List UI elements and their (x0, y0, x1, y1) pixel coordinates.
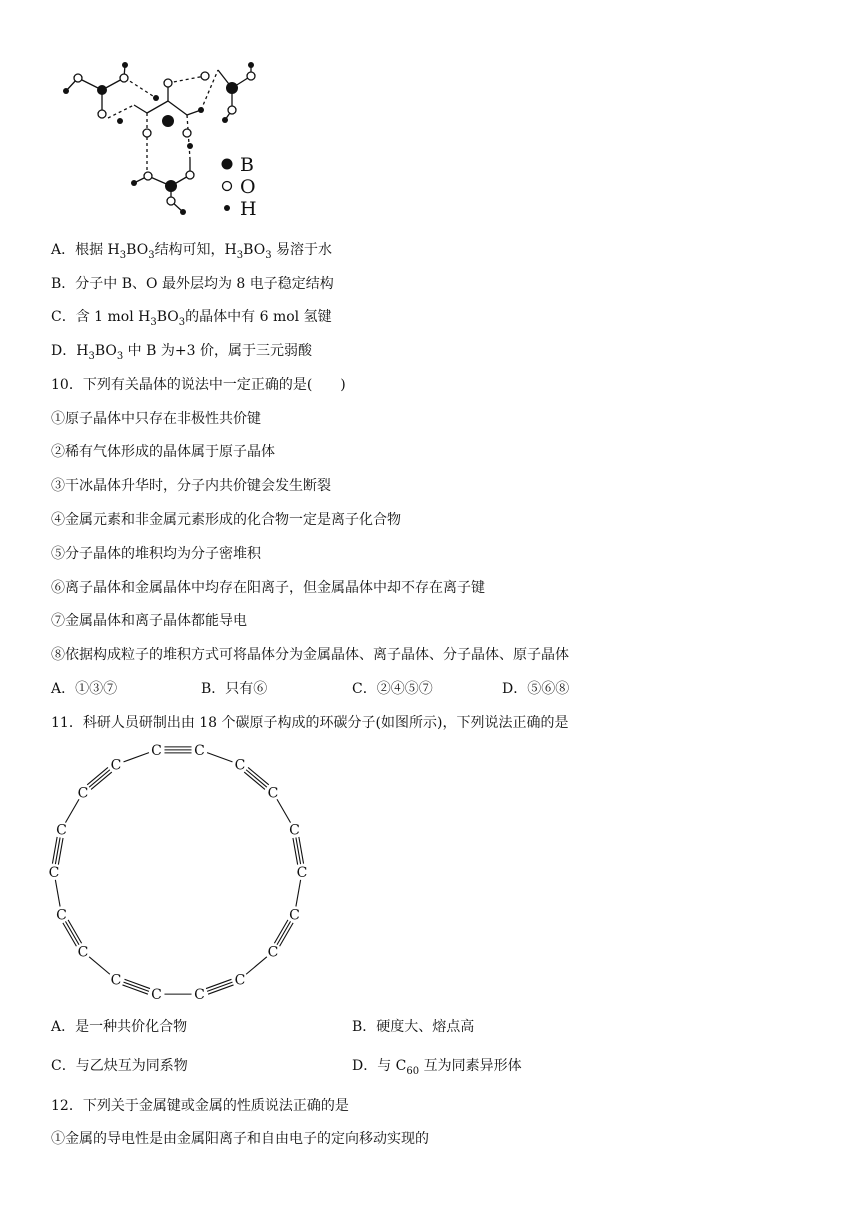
triple-bond-line (89, 770, 110, 787)
q9-option-c: C．含 1 mol $H_3BO_3$的晶体中有 6 mol 氢键 (51, 309, 332, 328)
single-bond-line (65, 799, 79, 822)
carbon-atom-label: C (194, 742, 205, 759)
q10-stem: 10．下列有关晶体的说法中一定正确的是( ) (51, 377, 346, 393)
triple-bond-line (248, 767, 269, 784)
single-bond-line (207, 753, 232, 762)
q10-option-c: C．②④⑤⑦ (352, 681, 433, 697)
carbon-atom-label: C (267, 944, 279, 961)
single-bond-line (277, 799, 291, 822)
carbon-atom-label: C (151, 742, 162, 759)
carbon-atom-label: C (234, 972, 246, 989)
q10-option-d: D．⑤⑥⑧ (502, 681, 570, 697)
carbon-atom-label: C (289, 822, 300, 839)
q10-item-4: ④金属元素和非金属元素形成的化合物一定是离子化合物 (51, 512, 401, 528)
single-bond-line (124, 753, 149, 762)
q10-item-2: ②稀有气体形成的晶体属于原子晶体 (51, 444, 275, 460)
carbon-atom-label: C (267, 785, 279, 802)
q11-option-a: A．是一种共价化合物 (51, 1019, 188, 1035)
q10-item-8: ⑧依据构成粒子的堆积方式可将晶体分为金属晶体、离子晶体、分子晶体、原子晶体 (51, 647, 569, 663)
q10-item-5: ⑤分子晶体的堆积均为分子密堆积 (51, 546, 261, 562)
triple-bond-line (277, 921, 291, 944)
q12-item-1: ①金属的导电性是由金属阳离子和自由电子的定向移动实现的 (51, 1131, 429, 1147)
single-bond-line (296, 880, 301, 907)
single-bond-line (246, 957, 267, 974)
carbon-atom-label: C (56, 822, 67, 839)
carbon-atom-label: C (234, 757, 246, 774)
q10-item-1: ①原子晶体中只存在非极性共价键 (51, 411, 261, 427)
carbon-atom-label: C (56, 907, 67, 924)
carbon-atom-label: C (77, 944, 89, 961)
q9-option-d: D．$H_3BO_3$ 中 B 为+3 价，属于三元弱酸 (51, 343, 312, 362)
q10-option-b: B．只有⑥ (201, 681, 268, 697)
q9-option-b: B．分子中 B、O 最外层均为 8 电子稳定结构 (51, 276, 334, 292)
triple-bond-line (68, 920, 82, 943)
triple-bond-line (274, 920, 288, 943)
carbon-atom-label: C (194, 987, 205, 1004)
triple-bond-line (63, 923, 77, 946)
triple-bond-line (280, 923, 294, 946)
q11-option-c: C．与乙炔互为同系物 (51, 1058, 188, 1074)
q11-option-d: D．与 $C_{60}$ 互为同素异形体 (352, 1058, 522, 1077)
boric-acid-structure-figure (50, 58, 280, 223)
triple-bond-line (246, 770, 267, 787)
legend-o-marker (223, 182, 232, 191)
carbon-atom-label: C (151, 987, 162, 1004)
q12-stem: 12．下列关于金属键或金属的性质说法正确的是 (51, 1098, 349, 1114)
single-bond-line (89, 957, 110, 974)
legend-b-marker (222, 159, 233, 170)
triple-bond-line (91, 772, 112, 789)
q10-item-3: ③干冰晶体升华时，分子内共价键会发生断裂 (51, 478, 331, 494)
q10-item-6: ⑥离子晶体和金属晶体中均存在阳离子，但金属晶体中却不存在离子键 (51, 580, 485, 596)
q11-stem: 11．科研人员研制出由 18 个碳原子构成的环碳分子(如图所示)，下列说法正确的是 (51, 715, 569, 731)
legend-o-label: O (240, 176, 256, 198)
triple-bond-line (87, 767, 108, 784)
triple-bond-line (244, 772, 265, 789)
q10-item-7: ⑦金属晶体和离子晶体都能导电 (51, 613, 247, 629)
carbon-atom-label: C (48, 865, 60, 881)
legend-h-marker (224, 205, 230, 211)
triple-bond-line (65, 921, 79, 944)
single-bond-line (55, 880, 60, 907)
carbon-atom-label: C (296, 865, 308, 881)
q11-option-b: B．硬度大、熔点高 (352, 1019, 475, 1035)
legend-b-label: B (240, 154, 254, 176)
carbon-atom-label: C (77, 785, 89, 802)
carbon-atom-label: C (110, 757, 122, 774)
carbon-atom-label: C (110, 972, 122, 989)
carbon-atom-label: C (289, 907, 300, 924)
q10-option-a: A．①③⑦ (51, 681, 118, 697)
cyclocarbon-ring-figure (40, 735, 320, 1010)
q9-option-a: A．根据 $H_3BO_3$结构可知，$H_3BO_3$ 易溶于水 (51, 242, 333, 261)
legend-h-label: H (240, 198, 257, 220)
